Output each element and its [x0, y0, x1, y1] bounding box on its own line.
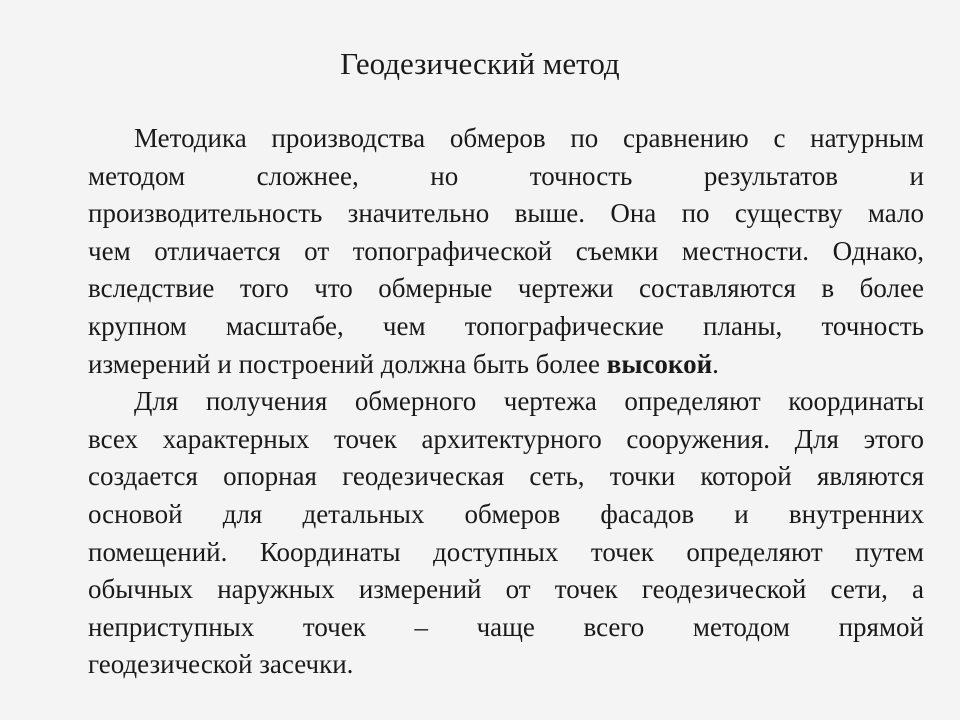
paragraph-1-period: .	[712, 348, 719, 379]
paragraph-1-line: крупном масштабе, чем топографические планы, точность	[88, 310, 924, 341]
paragraph-1-last-line	[42, 346, 924, 384]
paragraph-1-line: производительность значительно выше. Она по существу мало	[88, 198, 924, 229]
paragraph-2-line: основой для детальных обмеров фасадов и внутренних	[88, 498, 924, 529]
paragraph-2-line: всех характерных точек архитектурного сооружения. Для этого	[88, 423, 924, 454]
paragraph-2-line: помещений. Координаты доступных точек определяют путем	[88, 536, 924, 567]
slide-title: Геодезический метод	[340, 46, 620, 81]
paragraph-1-line: вследствие того что обмерные чертежи составляются в более	[88, 273, 924, 304]
emphasized-word: высокой	[606, 348, 713, 379]
paragraph-1	[42, 120, 924, 383]
paragraph-1-line: Методика производства обмеров по сравнению с натурным	[134, 123, 924, 153]
paragraph-2-line: неприступных точек – чаще всего методом прямой	[88, 611, 924, 642]
paragraph-2-last-line: геодезической засечки.	[88, 649, 354, 680]
paragraph-2-line: Для получения обмерного чертежа определяют координаты	[134, 386, 924, 417]
paragraph-2-line: создается опорная геодезическая сеть, точки которой являются	[88, 461, 924, 492]
paragraph-2	[42, 383, 924, 684]
paragraph-1-line: чем отличается от топографической съемки местности. Однако,	[88, 235, 924, 266]
paragraph-1-line: методом сложнее, но точность результатов и	[88, 160, 924, 191]
body-text	[42, 120, 924, 684]
paragraph-2-line: обычных наружных измерений от точек геодезической сети, а	[88, 574, 924, 605]
paragraph-1-last-line-text: измерений и построений должна быть более	[88, 348, 607, 379]
